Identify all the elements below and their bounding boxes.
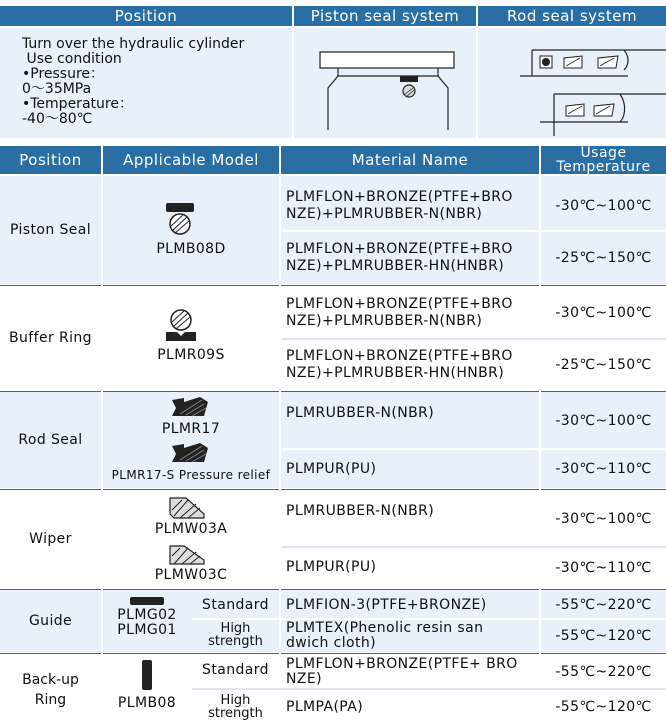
guide-strip-icon [130, 597, 164, 605]
sub-row-separator [281, 338, 666, 340]
position-piston-seal: Piston Seal [9, 221, 92, 238]
material-line: PLMFLON+BRONZE(PTFE+BRO [286, 348, 513, 364]
material-line: dwich cloth) [286, 635, 377, 651]
buffer-ring-icon [165, 308, 197, 342]
model-plmr09s: PLMR09S [157, 346, 225, 363]
material-cell: PLMPA(PA) [286, 698, 364, 715]
col-header-material-name: Material Name [281, 146, 539, 174]
column-separator [101, 176, 103, 726]
use-condition-line: •Pressure： [22, 66, 105, 82]
material-cell [286, 184, 539, 228]
use-condition-line: •Temperature： [22, 96, 133, 112]
model-plmw03a: PLMW03A [154, 520, 228, 537]
material-cell [286, 234, 539, 282]
use-condition-text [22, 37, 292, 127]
material-cell: PLMPUR(PU) [286, 460, 377, 477]
grade-high-line: High [220, 693, 251, 708]
material-cell [286, 341, 539, 389]
piston-seal-icon [164, 202, 196, 236]
material-line: PLMTEX(Phenolic resin san [286, 620, 484, 636]
material-line: NZE)+PLMRUBBER-N(NBR) [286, 206, 483, 222]
model-plmw03c: PLMW03C [154, 566, 228, 583]
position-line: Ring [34, 692, 67, 708]
temp-cell: -25℃~150℃ [555, 356, 652, 373]
material-line: PLMFLON+BRONZE(PTFE+BRO [286, 189, 513, 205]
top-header-rod-seal-system: Rod seal system [478, 6, 666, 26]
material-cell [286, 656, 539, 688]
piston-seal-system-drawing [318, 48, 458, 130]
col-header-position: Position [0, 146, 101, 174]
model-plmb08: PLMB08 [117, 694, 177, 711]
material-cell [286, 620, 539, 652]
temp-cell: -30℃~100℃ [555, 412, 652, 429]
material-cell [286, 290, 539, 336]
material-line: NZE)+PLMRUBBER-N(NBR) [286, 313, 483, 329]
model-plmg01: PLMG01 [117, 621, 177, 638]
wiper-a-icon [168, 496, 206, 520]
col-header-applicable-model: Applicable Model [103, 146, 279, 174]
grade-high-strength [192, 690, 279, 724]
top-header-position: Position [0, 6, 292, 26]
temperature-label: Temperature [556, 159, 651, 175]
model-plmr17-s: PLMR17-S Pressure relief [111, 468, 271, 482]
material-cell: PLMRUBBER-N(NBR) [286, 404, 435, 421]
material-line: PLMFLON+BRONZE(PTFE+BRO [286, 296, 513, 312]
material-line: PLMFLON+BRONZE(PTFE+BRO [286, 241, 513, 257]
model-plmr17: PLMR17 [161, 420, 221, 437]
wiper-c-icon [168, 544, 206, 566]
position-guide: Guide [28, 612, 73, 629]
col-header-usage-temperature [541, 146, 666, 174]
temp-cell: -30℃~100℃ [555, 510, 652, 527]
grade-strength-line: strength [208, 634, 263, 649]
top-header-piston-seal-system: Piston seal system [294, 6, 476, 26]
rod-seal-icon [170, 396, 210, 418]
use-condition-line: Use condition [22, 51, 122, 67]
column-separator [279, 176, 281, 726]
grade-high-strength [192, 620, 279, 650]
grade-strength-line: strength [208, 706, 263, 721]
position-back-up-ring [0, 654, 101, 726]
rod-seal-pressure-relief-icon [170, 442, 210, 464]
sub-row-separator [281, 230, 666, 232]
temp-cell: -25℃~150℃ [555, 249, 652, 266]
material-cell: PLMFION-3(PTFE+BRONZE) [286, 596, 487, 613]
model-plmg02: PLMG02 [117, 606, 177, 623]
material-line: NZE)+PLMRUBBER-HN(HNBR) [286, 365, 505, 381]
temp-cell: -55℃~220℃ [555, 596, 652, 613]
material-cell: PLMPUR(PU) [286, 558, 377, 575]
use-condition-line: -40～80℃ [22, 111, 93, 127]
temp-cell: -55℃~120℃ [555, 627, 652, 644]
temp-cell: -30℃~100℃ [555, 304, 652, 321]
temp-cell: -30℃~110℃ [555, 460, 652, 477]
grade-standard: Standard [202, 661, 269, 678]
model-plmb08d: PLMB08D [156, 240, 226, 257]
temp-cell: -55℃~120℃ [555, 698, 652, 715]
temp-cell: -55℃~220℃ [555, 663, 652, 680]
use-condition-line: 0～35MPa [22, 81, 92, 97]
temp-cell: -30℃~100℃ [555, 197, 652, 214]
sub-row-separator [281, 448, 666, 450]
sub-row-separator [281, 546, 666, 548]
use-condition-line: Turn over the hydraulic cylinder [22, 36, 245, 52]
position-buffer-ring: Buffer Ring [9, 329, 92, 346]
material-cell: PLMRUBBER-N(NBR) [286, 502, 435, 519]
back-up-ring-icon [142, 660, 152, 690]
temp-cell: -30℃~110℃ [555, 559, 652, 576]
position-rod-seal: Rod Seal [18, 431, 83, 448]
material-line: NZE)+PLMRUBBER-HN(HNBR) [286, 258, 505, 274]
grade-standard: Standard [202, 596, 269, 613]
position-wiper: Wiper [29, 530, 72, 547]
material-line: NZE) [286, 671, 322, 687]
grade-high-line: High [220, 621, 251, 636]
position-line: Back-up [22, 672, 79, 688]
usage-label: Usage [580, 145, 627, 161]
rod-seal-system-drawing [520, 36, 666, 136]
material-line: PLMFLON+BRONZE(PTFE+ BRO [286, 656, 518, 672]
